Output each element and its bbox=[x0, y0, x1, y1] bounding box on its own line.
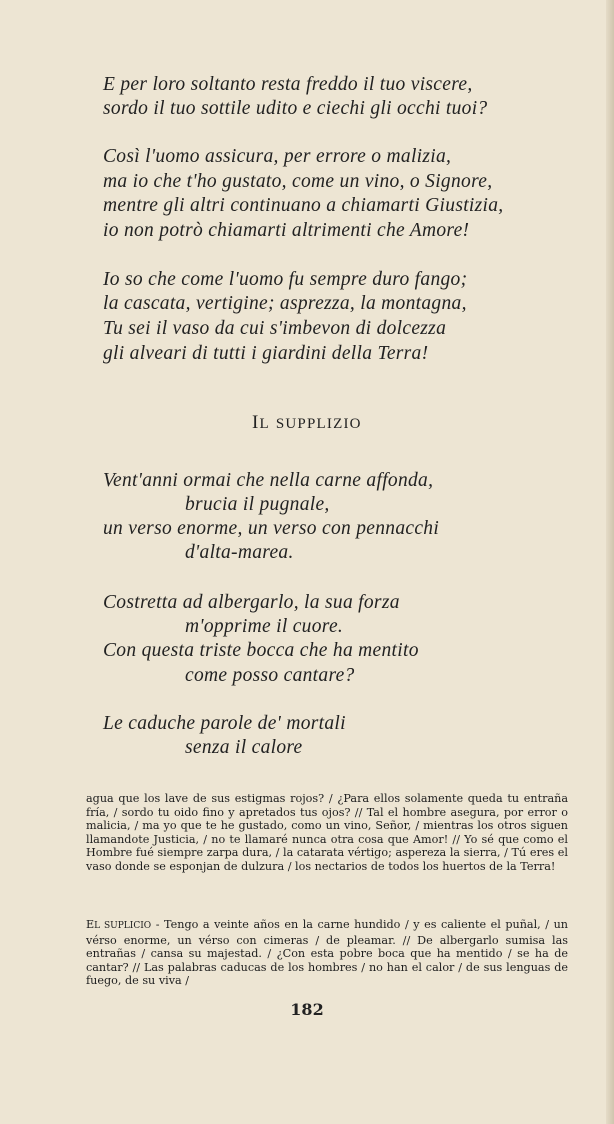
page-number: 182 bbox=[290, 1000, 324, 1019]
section-title bbox=[252, 412, 362, 434]
poem-line: Tu sei il vaso da cui s'imbevon di dolcezza bbox=[103, 318, 447, 339]
translation-note-2 bbox=[86, 918, 568, 988]
note-title-rest: L SUPLICIO bbox=[94, 921, 152, 931]
poem-line: ma io che t'ho gustato, come un vino, o Signore, bbox=[103, 171, 493, 192]
poem-line: gli alveari di tutti i giardini della Terra! bbox=[103, 343, 429, 364]
poem-line: Vent'anni ormai che nella carne affonda, bbox=[103, 470, 434, 491]
poem-line: Con questa triste bocca che ha mentito bbox=[103, 640, 419, 661]
poem-line: d'alta-marea. bbox=[185, 542, 294, 563]
poem-line: mentre gli altri continuano a chiamarti Giustizia, bbox=[103, 195, 504, 216]
note-title-initial: E bbox=[86, 918, 95, 931]
poem-line: senza il calore bbox=[185, 737, 303, 758]
translation-note-1: agua que los lave de sus estigmas rojos? / ¿Para ellos solamente queda tu entraña fría, / sordo tu oido fino y apretados tus ojos? // Tal el hombre asegura, por error o malicia, / ma yo que te he gustado, como un vino, Señor, / mientras los otros siguen llamandote Justicia, / no te llamaré nunca otra cosa que Amor! // Yo sé que como el Hombre fué siempre zarpa dura, / la catarata vértigo; aspereza la sierra, / Tú eres el vaso donde se esponjan de dulzura / los nectarios de todos los huertos de la Terra! bbox=[86, 792, 568, 873]
title-initial: I bbox=[252, 412, 260, 433]
poem-line: Costretta ad albergarlo, la sua forza bbox=[103, 592, 400, 613]
poem-line: io non potrò chiamarti altrimenti che Amore! bbox=[103, 220, 470, 241]
poem-line: E per loro soltanto resta freddo il tuo viscere, bbox=[103, 74, 473, 95]
poem-line: Io so che come l'uomo fu sempre duro fango; bbox=[103, 269, 468, 290]
poem-line: Così l'uomo assicura, per errore o malizia, bbox=[103, 146, 452, 167]
poem-line: la cascata, vertigine; asprezza, la montagna, bbox=[103, 293, 467, 314]
title-rest: L bbox=[259, 416, 270, 432]
poem-line: come posso cantare? bbox=[185, 665, 355, 686]
poem-line: un verso enorme, un verso con pennacchi bbox=[103, 518, 440, 539]
poem-line: Le caduche parole de' mortali bbox=[103, 713, 346, 734]
poem-line: sordo il tuo sottile udito e ciechi gli occhi tuoi? bbox=[103, 98, 488, 119]
poem-line: m'opprime il cuore. bbox=[185, 616, 344, 637]
note-text: - Tengo a veinte años en la carne hundido / y es caliente el puñal, / un vérso enorme, un vérso con cimeras / de pleamar. // De albergarlo sumisa las entrañas / cansa su majestad. / ¿Con esta pobre boca que ha mentido / se ha de cantar? // Las palabras caducas de los hombres / no han el calor / de sus lenguas de fuego, de su viva / bbox=[86, 918, 568, 988]
page-edge bbox=[606, 0, 614, 1124]
poem-line: brucia il pugnale, bbox=[185, 494, 330, 515]
title-word: SUPPLIZIO bbox=[275, 416, 362, 432]
